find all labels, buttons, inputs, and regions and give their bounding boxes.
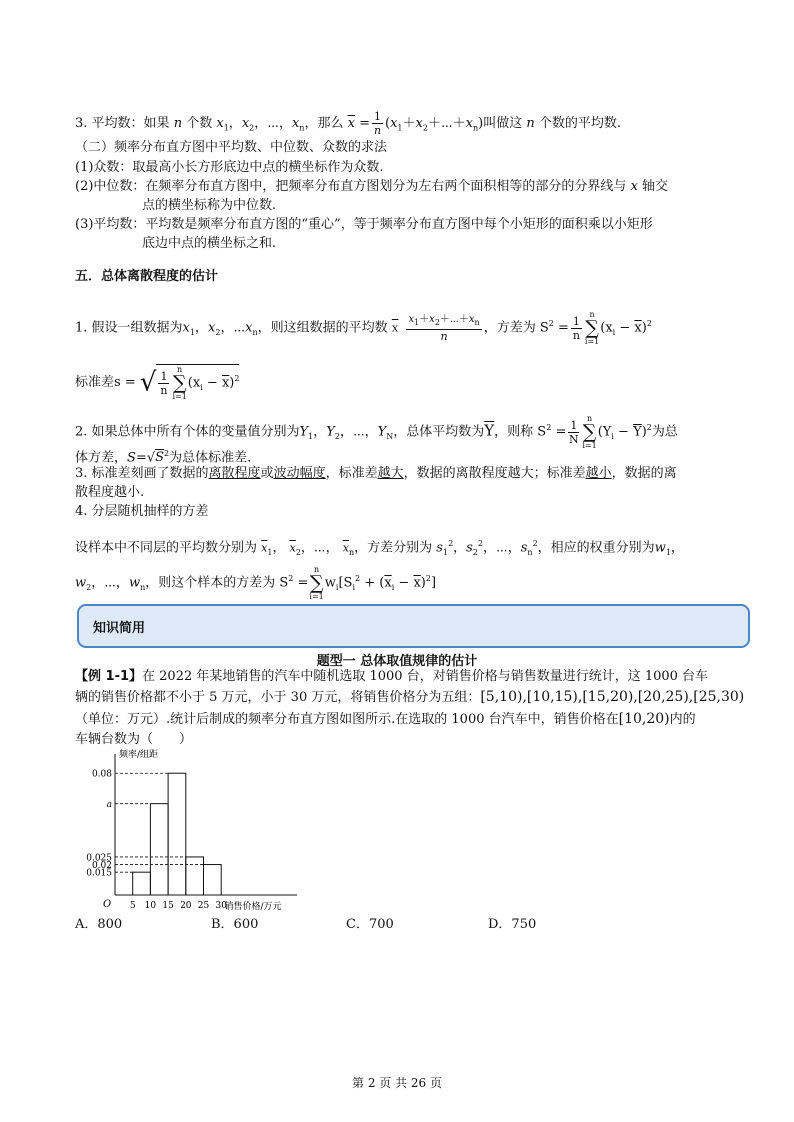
std-definition: 标准差s = √ $\frac{1}{n}$ n ∑ i=1 $(x_i - \overline{x})^2$ [75,365,240,401]
origin-label: O [103,899,112,910]
option-a[interactable]: A．800 [75,917,123,932]
mean-hist-text-1: (3)平均数：平均数是频率分布直方图的“重心”，等于频率分布直方图中每个小矩形的面积乘以小矩形 [75,217,653,232]
option-d[interactable]: D．750 [488,917,537,932]
x-tick-label: 25 [197,901,210,911]
x-axis-label: 销售价格/万元 [224,902,282,912]
histogram-bar [204,865,222,895]
banner-label: 知识简用 [93,621,146,636]
section-two-title: （二）频率分布直方图中平均数、中位数、众数的求法 [75,140,388,155]
histogram-bar [133,872,151,895]
option-c[interactable]: C．700 [346,917,394,932]
mean-hist-text-2: 底边中点的横坐标之和. [142,236,277,251]
stratified-title: 4. 分层随机抽样的方差 [75,504,209,519]
stratified-variance: $w_2$，⋯，$w_n$，则这个样本的方差为 $S^2$ = n ∑ i=1 $w_i[S_i^2 + (\overline{x}_i - \overline{x})^2]$ [75,565,437,601]
median-text-1: (2)中位数：在频率分布直方图中，把频率分布直方图划分为左右两个面积相等的部分的分界线与 x 轴交 [75,179,669,194]
mean-definition: 3. 平均数：如果 n 个数 $x_1$，$x_2$，⋯，$x_n$，那么 $\overline{x}$ = $\frac{1}{n}$ $(x_1+x_2+\cdots+x_n)$叫做这 n 个数的平均数. [75,110,622,137]
example-line-1: 【例 1-1】在 2022 年某地销售的汽车中随机选取 1000 台，对销售价格与销售数量进行统计，这 1000 台车 [75,669,709,684]
std-meaning-2: 散程度越小. [75,485,145,500]
example-line-2: 辆的销售价格都不小于 5 万元，小于 30 万元，将销售价格分为五组：[5,10),[10,15),[15,20),[20,25),[25,30) [75,689,745,705]
y-tick-label: 0.08 [91,769,112,780]
histogram-bar [150,804,168,895]
y-tick-label: 0.02 [91,861,112,872]
knowledge-banner [77,604,750,648]
histogram-bar [186,857,204,895]
x-tick-label: 20 [180,901,192,911]
example-line-4: 车辆台数为（ ） [75,732,193,747]
x-tick-label: 15 [162,901,174,911]
population-std: 体方差，$S=√S^2$为总体标准差. [75,449,252,466]
population-variance: 2. 如果总体中所有个体的变量值分别为$Y_1$，$Y_2$，⋯，$Y_N$，总体平均数为$\overline{Y}$，则称 $S^2$ = $\frac{1}{N}$ n ∑ i=1 $(Y_i - \overline{Y})^2$为总 [75,414,678,450]
x-tick-label: 30 [215,901,227,911]
page-footer: 第 2 页 共 26 页 [352,1076,442,1090]
histogram-bar [168,773,186,895]
variance-definition: 1. 假设一组数据为$x_1$，$x_2$，$\cdots x_n$，则这组数据的平均数 $\overline{x}$ $\frac{x_1+x_2+\cdots+x_n}{n}$ ，方差为 $S^2$ = $\frac{1}{n}$ n ∑ i=1 $(x_i - \overline{x})^2$ [75,310,652,346]
option-b[interactable]: B．600 [211,917,259,932]
mode-text: (1)众数：取最高小长方形底边中点的横坐标作为众数. [75,160,384,175]
question-type-title: 题型一 总体取值规律的估计 [316,654,478,669]
stratified-means: 设样本中不同层的平均数分别为 $\overline{x}_1$， $\overline{x}_2$，⋯， $\overline{x}_n$，方差分别为 $s_1^2$，$s_2^2$，⋯，$s_n^2$，相应的权重分别为$w_1$， [75,539,684,557]
median-text-2: 点的横坐标称为中位数. [142,198,277,213]
frequency-histogram [65,748,305,913]
std-meaning-1: 3. 标准差刻画了数据的离散程度或波动幅度，标准差越大，数据的离散程度越大；标准差越小，数据的离 [75,466,677,481]
y-axis-label: 频率/组距 [119,750,159,760]
example-line-3: （单位：万元）.统计后制成的频率分布直方图如图所示.在选取的 1000 台汽车中，销售价格在[10,20)内的 [75,711,696,727]
y-tick-label: 0.025 [86,853,112,864]
x-tick-label: 10 [144,901,157,911]
y-tick-label: a [106,800,112,811]
x-tick-label: 5 [129,901,136,911]
sqrt-symbol: √ $\frac{1}{n}$ n ∑ i=1 $(x_i - \overline{x})^2$ [139,365,240,401]
y-tick-label: 0.015 [86,868,112,879]
section-five-title: 五．总体离散程度的估计 [75,269,219,284]
